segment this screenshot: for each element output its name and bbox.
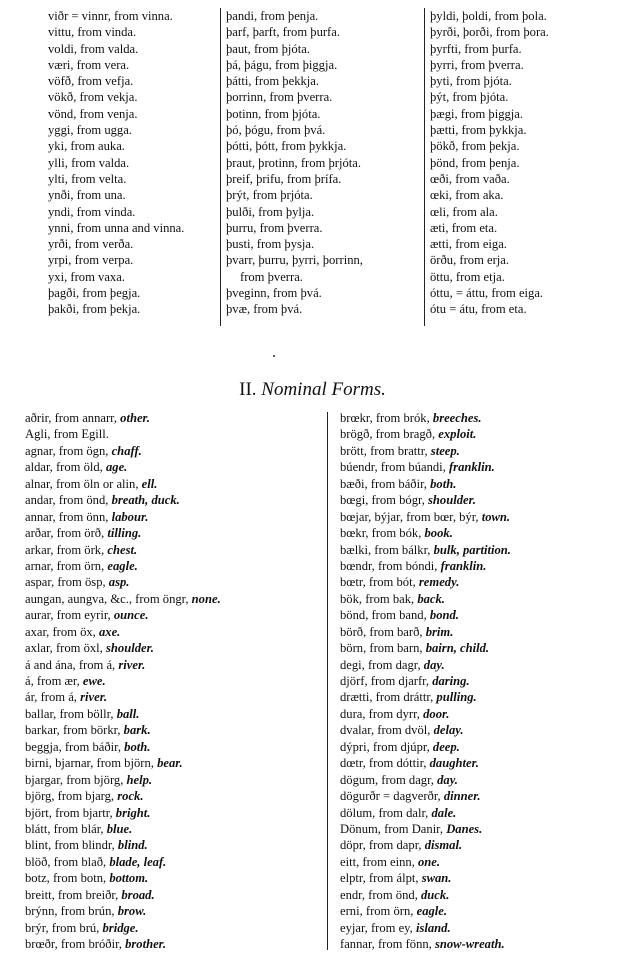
entry (25, 542, 221, 558)
entry-gloss: one. (418, 854, 441, 869)
entry-gloss: breeches. (432, 411, 482, 425)
entry (340, 591, 511, 607)
entry-form: ár, from á, (25, 690, 77, 705)
entry-gloss: back. (417, 591, 445, 606)
entry-gloss: door. (423, 706, 450, 721)
entry-form: dögurðr = dagverðr, (340, 789, 441, 804)
entry-form: bælki, from bálkr, (340, 542, 431, 557)
entry-form: björg, from bjarg, (25, 789, 115, 804)
entry (25, 525, 221, 541)
entry-gloss: delay. (433, 723, 464, 738)
entry-form: aungan, aungva, &c., from öngr, (25, 591, 189, 606)
entry-form: brœðr, from bróðir, (25, 937, 122, 951)
entry-gloss: bridge. (102, 920, 139, 935)
entry-gloss: bairn, child. (425, 641, 490, 656)
entry (340, 509, 511, 525)
entry (340, 657, 511, 673)
entry (25, 476, 221, 492)
entry-gloss: ell. (141, 476, 158, 491)
entry: þakði, from þekja. (48, 302, 141, 317)
entry-gloss: blue. (106, 821, 133, 836)
entry: öttu, from etja. (430, 269, 505, 284)
entry (340, 854, 511, 870)
entry-form: aspar, from ösp, (25, 575, 106, 590)
entry: þátti, from þekkja. (226, 74, 320, 89)
entry (25, 607, 221, 623)
entry-gloss: remedy. (418, 575, 460, 590)
entry-form: agnar, from ögn, (25, 443, 109, 458)
entry (25, 870, 221, 886)
entry-form: blátt, from blár, (25, 821, 104, 836)
entry: yndi, from vinda. (48, 204, 136, 219)
entry: þyti, from þjóta. (430, 74, 512, 89)
entry (340, 673, 511, 689)
entry: ylli, from valda. (48, 155, 130, 170)
entry: þönd, from þenja. (430, 155, 520, 170)
entry (25, 772, 221, 788)
entry-form: dura, from dyrr, (340, 706, 420, 721)
entry-form: brött, from brattr, (340, 443, 428, 458)
entry: þægi, from þiggja. (430, 106, 524, 121)
entry (340, 689, 511, 705)
entry-form: björt, from bjartr, (25, 805, 113, 820)
entry (25, 706, 221, 722)
entry-gloss: labour. (111, 509, 149, 524)
entry (340, 476, 511, 492)
entry-gloss: eagle. (107, 558, 138, 573)
entry-form: á, from ær, (25, 674, 80, 688)
entry: œli, from ala. (430, 204, 498, 219)
entry-gloss: rock. (117, 789, 144, 804)
entry-gloss: blade, leaf. (109, 854, 167, 869)
entry-form: Dönum, from Danir, (340, 821, 444, 836)
entry (25, 410, 221, 426)
entry-gloss: blind. (117, 838, 148, 853)
entry-form: brögð, from bragð, (340, 427, 436, 442)
entry (340, 936, 511, 952)
entry-gloss: pulling. (436, 690, 477, 705)
entry-gloss: dismal. (424, 838, 463, 853)
entry (25, 755, 221, 771)
entry-gloss: bear. (157, 756, 183, 771)
entry-form: bœndr, from bóndi, (340, 558, 438, 573)
entry-gloss: book. (424, 526, 453, 541)
entry-form: brýr, from brú, (25, 920, 100, 935)
entry (340, 607, 511, 623)
entry-gloss: snow-wreath. (434, 937, 505, 951)
nominal-forms-column (340, 410, 511, 952)
entry-gloss: bark. (123, 723, 151, 738)
entry-gloss: asp. (108, 575, 130, 590)
entry-gloss: bulk, partition. (433, 542, 511, 557)
entry: þýt, from þjóta. (430, 90, 509, 105)
entry (340, 542, 511, 558)
entry-form: börð, from barð, (340, 624, 423, 639)
entry-form: bœgi, from bógr, (340, 493, 425, 508)
entry-gloss: broad. (121, 887, 155, 902)
entry: þyldi, þoldi, from þola. (430, 9, 547, 23)
column-rule (220, 8, 221, 326)
entry-gloss: age. (106, 460, 128, 475)
entry-form: bœjar, býjar, from bœr, býr, (340, 509, 479, 524)
entry (340, 821, 511, 837)
entry-form: annar, from önn, (25, 509, 109, 524)
entry-form: barkar, from börkr, (25, 723, 121, 738)
entry-gloss: deep. (432, 739, 460, 754)
entry (25, 689, 221, 705)
entry-gloss: town. (481, 509, 511, 524)
entry (340, 722, 511, 738)
entry: yrði, from verða. (48, 237, 134, 252)
entry: þrýt, from þrjóta. (226, 188, 313, 203)
entry (340, 624, 511, 640)
entry: þorrinn, from þverra. (226, 90, 333, 105)
entry: þusti, from þysja. (226, 237, 315, 252)
entry (25, 657, 221, 673)
entry-gloss: eagle. (416, 904, 448, 919)
entry-form: beggja, from báðir, (25, 739, 122, 754)
entry-form: alnar, from öln or alin, (25, 476, 139, 491)
entry: þætti, from þykkja. (430, 123, 527, 138)
entry-form: breitt, from breiðr, (25, 887, 119, 902)
entry-gloss: daughter. (429, 756, 479, 771)
entry-gloss: shoulder. (428, 493, 476, 508)
entry (25, 509, 221, 525)
entry-gloss: daring. (432, 674, 470, 688)
entry: from þverra. (240, 269, 303, 284)
entry (340, 640, 511, 656)
entry (25, 837, 221, 853)
entry (25, 624, 221, 640)
entry-gloss: chaff. (111, 443, 142, 458)
entry-gloss: day. (437, 772, 458, 787)
entry: þaut, from þjóta. (226, 41, 310, 56)
entry-gloss: franklin. (448, 460, 495, 475)
verbal-forms-column (430, 8, 549, 318)
entry-form: dvalar, from dvöl, (340, 723, 431, 738)
entry: voldi, from valda. (48, 41, 139, 56)
entry-form: bjargar, from björg, (25, 772, 124, 787)
entry-form: dœtr, from dóttir, (340, 756, 427, 771)
entry-form: blöð, from blað, (25, 854, 107, 869)
entry-form: drætti, from dráttr, (340, 690, 434, 705)
entry-form: aðrir, from annarr, (25, 411, 117, 425)
entry-gloss: river. (118, 657, 146, 672)
section-number: II. (239, 379, 257, 400)
entry-form: erni, from örn, (340, 904, 414, 919)
entry (340, 837, 511, 853)
entry-gloss: other. (120, 411, 150, 425)
entry-form: eitt, from einn, (340, 854, 415, 869)
entry-form: börn, from barn, (340, 641, 423, 656)
entry (25, 459, 221, 475)
entry: þyrði, þorði, from þora. (430, 25, 549, 40)
verbal-forms-column (48, 8, 184, 318)
entry-form: brýnn, from brún, (25, 904, 115, 919)
entry-gloss: bright. (115, 805, 151, 820)
entry-form: döpr, from dapr, (340, 838, 422, 853)
entry: þulði, from þylja. (226, 204, 315, 219)
entry-form: fannar, from fönn, (340, 937, 432, 951)
entry-form: á and ána, from á, (25, 657, 116, 672)
entry: viðr = vinnr, from vinna. (48, 9, 173, 23)
entry: þagði, from þegja. (48, 286, 141, 301)
nominal-forms-column (25, 410, 221, 952)
entry-form: dölum, from dalr, (340, 805, 429, 820)
entry (340, 920, 511, 936)
entry-form: arnar, from örn, (25, 558, 105, 573)
entry-gloss: franklin. (440, 558, 487, 573)
entry-gloss: both. (124, 739, 151, 754)
section-heading (0, 378, 625, 402)
entry: óttu, = áttu, from eiga. (430, 286, 544, 301)
entry-gloss: breath, duck. (111, 493, 180, 508)
entry (340, 903, 511, 919)
entry: þotinn, from þjóta. (226, 106, 321, 121)
entry: þurru, from þverra. (226, 220, 323, 235)
entry (340, 739, 511, 755)
entry-gloss: steep. (430, 443, 460, 458)
entry (25, 936, 221, 952)
entry-form: botz, from botn, (25, 871, 107, 886)
entry (340, 443, 511, 459)
entry-form: blint, from blindr, (25, 838, 115, 853)
entry (340, 755, 511, 771)
entry: þá, þágu, from þiggja. (226, 57, 338, 72)
entry (340, 574, 511, 590)
entry-form: dýpri, from djúpr, (340, 739, 430, 754)
entry-form: elptr, from álpt, (340, 871, 419, 886)
entry (25, 574, 221, 590)
entry: yggi, from ugga. (48, 123, 132, 138)
entry (25, 640, 221, 656)
entry-gloss: dinner. (443, 789, 481, 804)
entry-form: axar, from öx, (25, 624, 96, 639)
entry: vittu, from vinda. (48, 25, 137, 40)
entry-gloss: bottom. (109, 871, 149, 886)
column-rule (424, 8, 425, 326)
entry-gloss: island. (415, 920, 451, 935)
entry-gloss: help. (126, 772, 153, 787)
entry-gloss: chest. (107, 542, 138, 557)
entry (340, 426, 511, 442)
entry (25, 920, 221, 936)
entry-form: bök, from bak, (340, 591, 415, 606)
entry (340, 525, 511, 541)
entry (340, 788, 511, 804)
entry: œki, from aka. (430, 188, 504, 203)
entry (25, 673, 221, 689)
entry-gloss: bond. (429, 608, 459, 623)
entry: vökð, from vekja. (48, 90, 138, 105)
entry: þó, þógu, from þvá. (226, 123, 326, 138)
entry-gloss: dale. (431, 805, 457, 820)
entry-form: bœtr, from bót, (340, 575, 416, 590)
entry: þveginn, from þvá. (226, 286, 322, 301)
entry (25, 788, 221, 804)
entry: vönd, from venja. (48, 106, 138, 121)
entry-form: axlar, from öxl, (25, 641, 103, 656)
entry: œði, from vaða. (430, 171, 510, 186)
entry-form: aurar, from eyrir, (25, 608, 111, 623)
entry: ynni, from unna and vinna. (48, 220, 185, 235)
entry-form: eyjar, from ey, (340, 920, 413, 935)
entry-gloss: exploit. (438, 427, 477, 442)
entry-form: degi, from dagr, (340, 657, 421, 672)
entry-form: bæði, from báðir, (340, 476, 427, 491)
entry (340, 870, 511, 886)
entry-gloss: ball. (116, 706, 140, 721)
entry: þvæ, from þvá. (226, 302, 303, 317)
entry (25, 722, 221, 738)
entry (340, 410, 511, 426)
entry-form: ballar, from böllr, (25, 706, 114, 721)
entry: þótti, þótt, from þykkja. (226, 139, 347, 154)
entry: ótu = átu, from eta. (430, 302, 527, 317)
entry: þvarr, þurru, þyrri, þorrinn, (226, 253, 363, 268)
entry (25, 558, 221, 574)
entry: yxi, from vaxa. (48, 269, 125, 284)
entry: þyrfti, from þurfa. (430, 41, 522, 56)
entry (25, 492, 221, 508)
entry-form: arkar, from örk, (25, 542, 105, 557)
entry: þreif, þrifu, from þrífa. (226, 171, 342, 186)
entry (25, 443, 221, 459)
entry (25, 887, 221, 903)
entry-form: Agli, from Egill. (25, 427, 109, 442)
entry (340, 772, 511, 788)
entry (340, 887, 511, 903)
entry (340, 558, 511, 574)
entry: þyrri, from þverra. (430, 57, 524, 72)
stray-mark (273, 355, 275, 357)
entry (25, 805, 221, 821)
entry: ynði, from una. (48, 188, 126, 203)
entry-gloss: brow. (117, 904, 147, 919)
entry-gloss: none. (191, 591, 221, 606)
entry (25, 739, 221, 755)
entry-form: bœkr, from bók, (340, 526, 422, 541)
entry-gloss: shoulder. (106, 641, 154, 656)
entry-form: birni, bjarnar, from björn, (25, 756, 154, 771)
entry: þandi, from þenja. (226, 9, 319, 23)
entry-gloss: ewe. (82, 674, 106, 688)
entry (340, 492, 511, 508)
entry-form: djörf, from djarfr, (340, 674, 430, 688)
entry-gloss: brother. (125, 937, 167, 951)
entry: þarf, þarft, from þurfa. (226, 25, 340, 40)
entry-gloss: swan. (421, 871, 452, 886)
entry (25, 426, 221, 442)
entry (25, 903, 221, 919)
entry-form: arðar, from örð, (25, 526, 105, 541)
entry-form: andar, from önd, (25, 493, 109, 508)
entry-gloss: brim. (425, 624, 454, 639)
entry-gloss: both. (430, 476, 457, 491)
entry-form: bönd, from band, (340, 608, 427, 623)
entry: ylti, from velta. (48, 171, 127, 186)
entry: yrpi, from verpa. (48, 253, 134, 268)
entry: æti, from eta. (430, 220, 498, 235)
entry: ætti, from eiga. (430, 237, 507, 252)
entry-gloss: Danes. (446, 821, 483, 836)
entry: þraut, þrotinn, from þrjóta. (226, 155, 362, 170)
entry (25, 591, 221, 607)
entry (340, 459, 511, 475)
entry (340, 706, 511, 722)
entry: örðu, from erja. (430, 253, 510, 268)
entry: væri, from vera. (48, 57, 130, 72)
entry (340, 805, 511, 821)
entry-gloss: tilling. (107, 526, 142, 541)
entry: þökð, from þekja. (430, 139, 520, 154)
entry (25, 821, 221, 837)
entry-form: dögum, from dagr, (340, 772, 434, 787)
column-rule (327, 412, 328, 950)
entry-gloss: duck. (421, 887, 450, 902)
section-title: Nominal Forms. (261, 379, 386, 400)
entry-gloss: river. (80, 690, 108, 705)
verbal-forms-column (226, 8, 363, 318)
entry-form: aldar, from öld, (25, 460, 103, 475)
entry-form: brœkr, from brók, (340, 411, 430, 425)
entry-form: búendr, from búandi, (340, 460, 446, 475)
entry: yki, from auka. (48, 139, 125, 154)
entry-form: endr, from önd, (340, 887, 418, 902)
entry: vöfð, from vefja. (48, 74, 134, 89)
entry (25, 854, 221, 870)
entry-gloss: ounce. (113, 608, 149, 623)
entry-gloss: day. (423, 657, 445, 672)
entry-gloss: axe. (99, 624, 121, 639)
